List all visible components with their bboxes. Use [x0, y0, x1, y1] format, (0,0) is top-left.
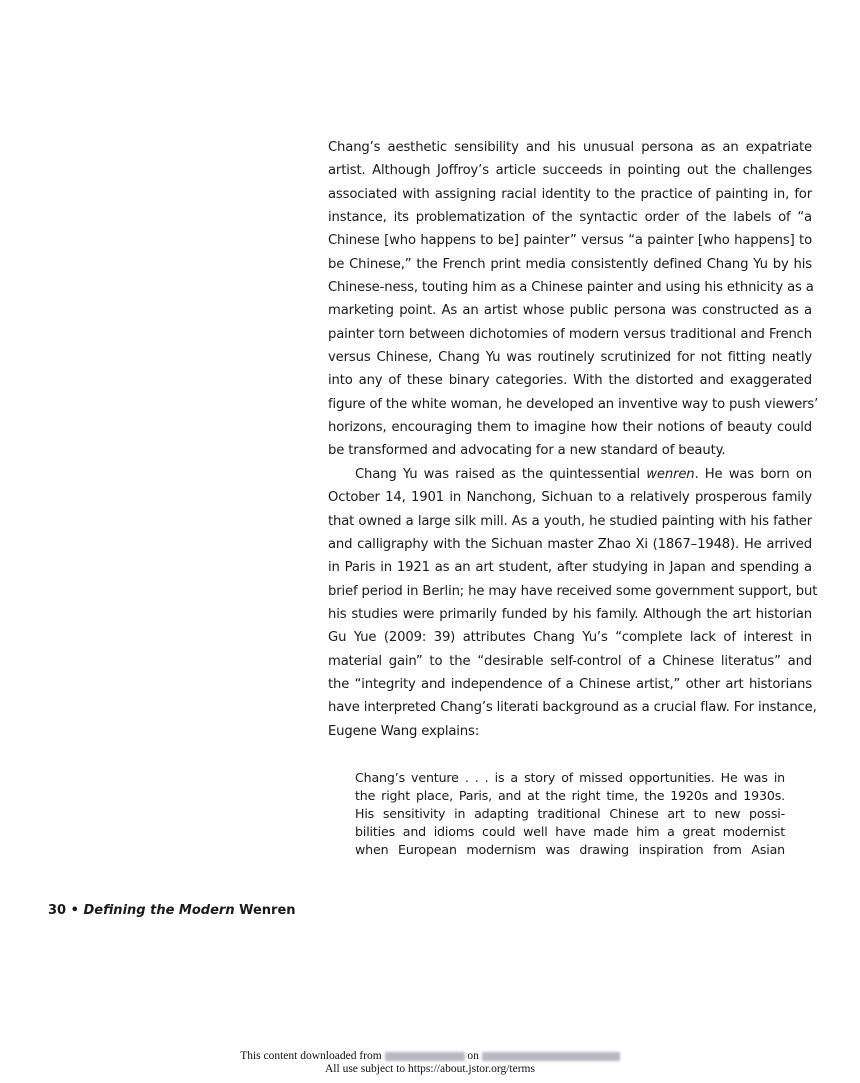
text-line: instance, its problematization of the syntactic order of the labels of “a: [328, 210, 812, 226]
text-line: in Paris in 1921 as an art student, after studying in Japan and spending a: [328, 560, 812, 576]
text-line: be transformed and advocating for a new standard of beauty.: [328, 443, 726, 459]
block-quote: [355, 769, 785, 859]
text-line: versus Chinese, Chang Yu was routinely scrutinized for not fitting neatly: [328, 350, 812, 366]
quote-line: the right place, Paris, and at the right time, the 1920s and 1930s.: [355, 788, 785, 804]
text-line: into any of these binary categories. With the distorted and exaggerated: [328, 373, 812, 389]
terms-line[interactable]: All use subject to https://about.jstor.org/terms: [325, 1063, 535, 1075]
text-line: Eugene Wang explains:: [328, 723, 480, 739]
quote-line: when European modernism was drawing inspiration from Asian: [355, 842, 785, 858]
text-line: Chinese-ness, touting him as a Chinese painter and using his ethnicity as a: [328, 280, 814, 296]
text-line: have interpreted Chang’s literati background as a crucial flaw. For instance,: [328, 700, 817, 716]
quote-line: Chang’s venture . . . is a story of missed opportunities. He was in: [355, 770, 785, 785]
text-line: Chinese [who happens to be] painter” versus “a painter [who happens] to: [328, 233, 812, 249]
redacted-date: [482, 1052, 620, 1061]
download-prefix: This content downloaded from: [240, 1050, 382, 1062]
text-line: brief period in Berlin; he may have received some government support, but: [328, 583, 818, 599]
text-line: be Chinese,” the French print media consistently defined Chang Yu by his: [328, 256, 812, 272]
text-line: his studies were primarily funded by his family. Although the art historian: [328, 606, 812, 622]
text-line: Gu Yue (2009: 39) attributes Chang Yu’s “complete lack of interest in: [328, 630, 812, 646]
text-line: that owned a large silk mill. As a youth, he studied painting with his father: [328, 513, 812, 529]
text-line: material gain” to the “desirable self-control of a Chinese literatus” and: [328, 653, 812, 669]
redacted-ip: [385, 1052, 465, 1061]
download-on: on: [467, 1050, 479, 1062]
book-title-italic: Defining the Modern: [83, 903, 235, 918]
text-line: horizons, encouraging them to imagine how their notions of beauty could: [328, 420, 812, 436]
text-line: associated with assigning racial identity to the practice of painting in, for: [328, 186, 812, 202]
text-line: October 14, 1901 in Nanchong, Sichuan to a relatively prosperous family: [328, 490, 812, 506]
quote-line: bilities and idioms could well have made him a great modernist: [355, 824, 785, 840]
text-line: and calligraphy with the Sichuan master Zhao Xi (1867–1948). He arrived: [328, 536, 812, 552]
text-line: artist. Although Joffroy’s article succeeds in pointing out the challenges: [328, 163, 812, 179]
running-footer: [48, 903, 296, 918]
download-line: [0, 1050, 860, 1063]
text-line: the “integrity and independence of a Chinese artist,” other art historians: [328, 676, 812, 692]
text-line: figure of the white woman, he developed an inventive way to push viewers’: [328, 396, 819, 412]
page-number: 30: [48, 903, 67, 918]
body-text: [328, 136, 819, 743]
bullet: •: [70, 903, 79, 918]
jstor-notice: [0, 1050, 860, 1076]
text-line: marketing point. As an artist whose public persona was constructed as a: [328, 303, 812, 319]
text-line: Chang Yu was raised as the quintessential wenren. He was born on: [355, 466, 812, 482]
book-title-roman: Wenren: [239, 903, 296, 918]
text-line: painter torn between dichotomies of modern versus traditional and French: [328, 326, 812, 342]
text-line: Chang’s aesthetic sensibility and his unusual persona as an expatriate: [328, 140, 812, 155]
quote-line: His sensitivity in adapting traditional Chinese art to new possi-: [355, 806, 785, 822]
